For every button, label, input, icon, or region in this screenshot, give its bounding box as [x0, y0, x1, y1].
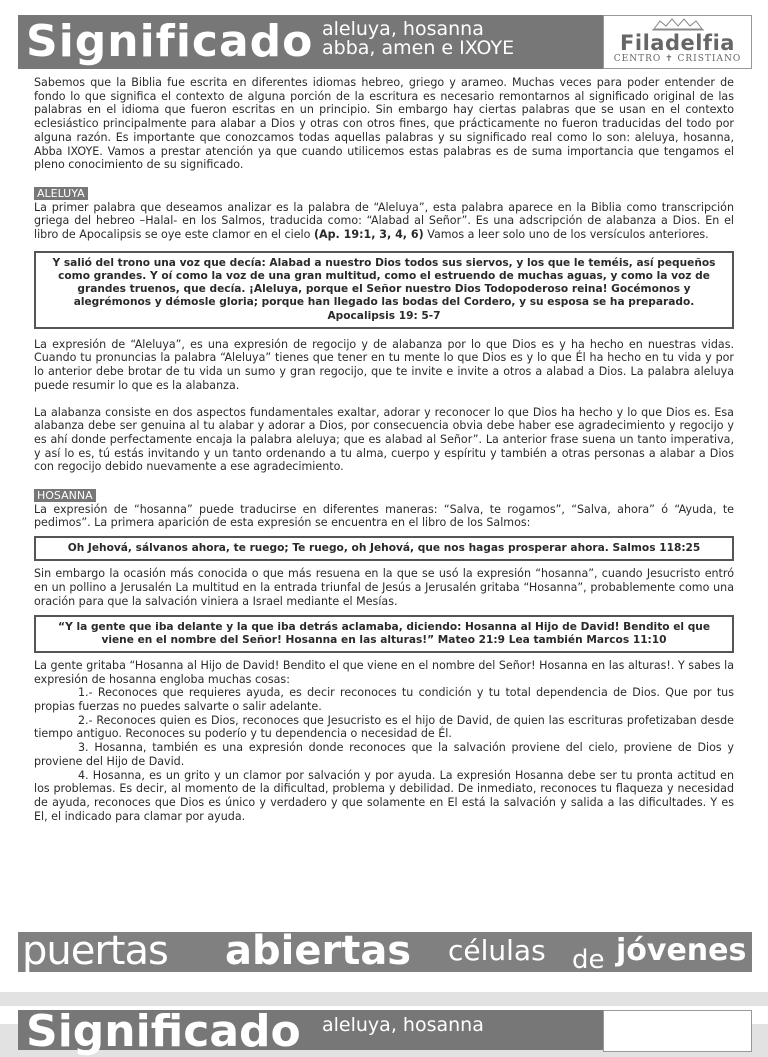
- aleluya-quote-reference: Apocalipsis 19: 5-7: [327, 309, 441, 322]
- hosanna-paragraph-1: La expresión de “hosanna” puede traducirse en diferentes maneras: “Salva, te rogamos”, “Salva, ahora” ó “Ayuda, te pedimos”. La primera aparición de esta expresión se encuentra en el libro de los Salmos:: [34, 502, 734, 530]
- aleluya-quote-text: Y salió del trono una voz que decía: Alabad a nuestro Dios todos sus siervos, y los que le teméis, así pequeños como grandes. Y oí como la voz de una gran multitud, como el estruendo de muchas aguas, y como la voz de grandes truenos, que decía. ¡Aleluya, porque el Señor nuestro Dios Todopoderoso reina! Gocémonos y alegrémonos y démosle gloria; porque han llegado las bodas del Cordero, y su esposa se ha preparado.: [52, 256, 716, 309]
- section-heading-hosanna: HOSANNA: [34, 489, 96, 502]
- aleluya-p1-start: La primer palabra que deseamos analizar es la palabra de “Aleluya”, esta palabra aparece en la Biblia como transcripción griega del hebreo –Halal- en los Salmos, traducida como: “Alabad al Señor”. Es una adscripción de alabanza a Dios. En el libro de Apocalipsis se oye este clamor en el cielo: [34, 200, 734, 242]
- page-header: [18, 15, 752, 69]
- footer-word-puertas: puertas: [22, 928, 168, 974]
- page-subtitle: [322, 20, 514, 58]
- intro-paragraph: Sabemos que la Biblia fue escrita en diferentes idiomas hebreo, griego y arameo. Muchas veces para poder entender de fondo lo que significa el contexto de alguna porción de la escritura es necesario remontarnos al significado original de las palabras en el idioma que fueron escritas en un principio. Sin embargo hay ciertas palabras que se usan en el contexto eclesiástico principalmente para alabar a Dios y otras con otros fines, que prácticamente no fueron traducidas del todo por alguna razón. Es importante que conozcamos todas aquellas palabras y su significado real como lo son: aleluya, hosanna, Abba IXOYE. Vamos a prestar atención ya que cuando utilicemos estas palabras es de suma importancia que tengamos el pleno conocimiento de su significado.: [34, 76, 734, 172]
- section-heading-aleluya: ALELUYA: [34, 187, 88, 200]
- church-logo: [603, 15, 752, 69]
- aleluya-p1-reference: (Ap. 19:1, 3, 4, 6): [313, 228, 424, 242]
- hosanna-item-1: 1.- Reconoces que requieres ayuda, es decir reconoces tu condición y tu total dependencia de Dios. Que por tus propias fuerzas no puedes salvarte o salir adelante.: [34, 686, 734, 714]
- next-page-subtitle: aleluya, hosanna: [322, 1014, 484, 1036]
- footer-word-abiertas: abiertas: [225, 928, 412, 974]
- aleluya-p1-end: Vamos a leer solo uno de los versículos anteriores.: [423, 228, 709, 242]
- subtitle-line-2: abba, amen e IXOYE: [322, 37, 515, 59]
- subtitle-line-1: aleluya, hosanna: [322, 18, 484, 40]
- hosanna-item-4: 4. Hosanna, es un grito y un clamor por salvación y por ayuda. La expresión Hosanna debe ser tu pronta actitud en los problemas. Es decir, al momento de la dificultad, problema y debilidad. De inmediato, reconoces tu flaqueza y necesidad de ayuda, reconoces que Dios es único y verdadero y que solamente en El está la salvación y salida a las dificultades. Y es El, el indicado para clamar por ayuda.: [34, 768, 734, 823]
- footer-word-celulas: células: [448, 934, 546, 967]
- page-title: Significado: [26, 16, 314, 67]
- hosanna-paragraph-3: La gente gritaba “Hosanna al Hijo de David! Bendito el que viene en el nombre del Señor! Hosanna en las alturas!. Y sabes la expresión de hosanna engloba muchas cosas:: [34, 658, 734, 686]
- aleluya-paragraph-3: La alabanza consiste en dos aspectos fundamentales exaltar, adorar y reconocer lo que Dios ha hecho y lo que Dios es. Esa alabanza debe ser genuina al tu alabar y adorar a Dios, por consecuencia obvia debe haber ese agradecimiento y regocijo y es ahí donde perfectamente encaja la palabra aleluya; que es alabad al Señor”. La anterior frase suena un tanto imperativa, y así lo es, tú estás invitando y un tanto ordenando a tu alma, cuerpo y espíritu y también a otras personas a alabar a Dios con regocijo debido nuevamente a ese agradecimiento.: [34, 405, 734, 474]
- title-banner: [18, 15, 603, 69]
- hosanna-item-2: 2.- Reconoces quien es Dios, reconoces que Jesucristo es el hijo de David, de quien las escrituras profetizaban desde tiempo antiguo. Reconoces su poderío y tu dependencia o necesidad de Él.: [34, 713, 734, 741]
- hosanna-quote-2: “Y la gente que iba delante y la que iba detrás aclamaba, diciendo: Hosanna al Hijo de David! Bendito el que viene en el nombre del Señor! Hosanna en las alturas!” Mateo 21:9 Lea también Marcos 11:10: [34, 615, 734, 653]
- footer-word-de: de: [572, 945, 605, 975]
- logo-tagline: CENTRO ✝ CRISTIANO: [613, 54, 742, 64]
- next-page-peek: [0, 1006, 768, 1057]
- logo-name: Filadelfia: [620, 31, 735, 55]
- hosanna-item-3: 3. Hosanna, también es una expresión donde reconoces que la salvación proviene del cielo, proviene de Dios y proviene del Hijo de David.: [34, 741, 734, 768]
- footer-word-jovenes: jóvenes: [616, 933, 747, 968]
- next-page-logo: [603, 1010, 752, 1052]
- aleluya-paragraph-2: La expresión de “Aleluya”, es una expresión de regocijo y de alabanza por lo que Dios es y ha hecho en nuestras vidas. Cuando tu pronuncias la palabra “Aleluya” tienes que tener en tu mente lo que Dios es y lo que Él ha hecho en tu vida y por lo anterior debe brotar de tu vida un sumo y gran regocijo, que te invite e invite a otros a alabad a Dios. La palabra aleluya puede resumir lo que es la alabanza.: [34, 337, 734, 392]
- hosanna-quote-1: Oh Jehová, sálvanos ahora, te ruego; Te ruego, oh Jehová, que nos hagas prosperar ahora. Salmos 118:25: [34, 536, 734, 561]
- aleluya-paragraph-1: [34, 201, 734, 242]
- aleluya-quote: [34, 251, 734, 329]
- hosanna-paragraph-2: Sin embargo la ocasión más conocida o que más resuena en la que se usó la expresión “hosanna”, cuando Jesucristo entró en un pollino a Jerusalén La multitud en la entrada triunfal de Jesús a Jerusalén gritaba “Hosanna”, probablemente como una oración para que la salvación viniera a Israel mediante el Mesías.: [34, 567, 734, 608]
- article-body: [34, 76, 734, 823]
- footer-banner: [18, 928, 752, 975]
- next-page-title: Significado: [26, 1006, 301, 1057]
